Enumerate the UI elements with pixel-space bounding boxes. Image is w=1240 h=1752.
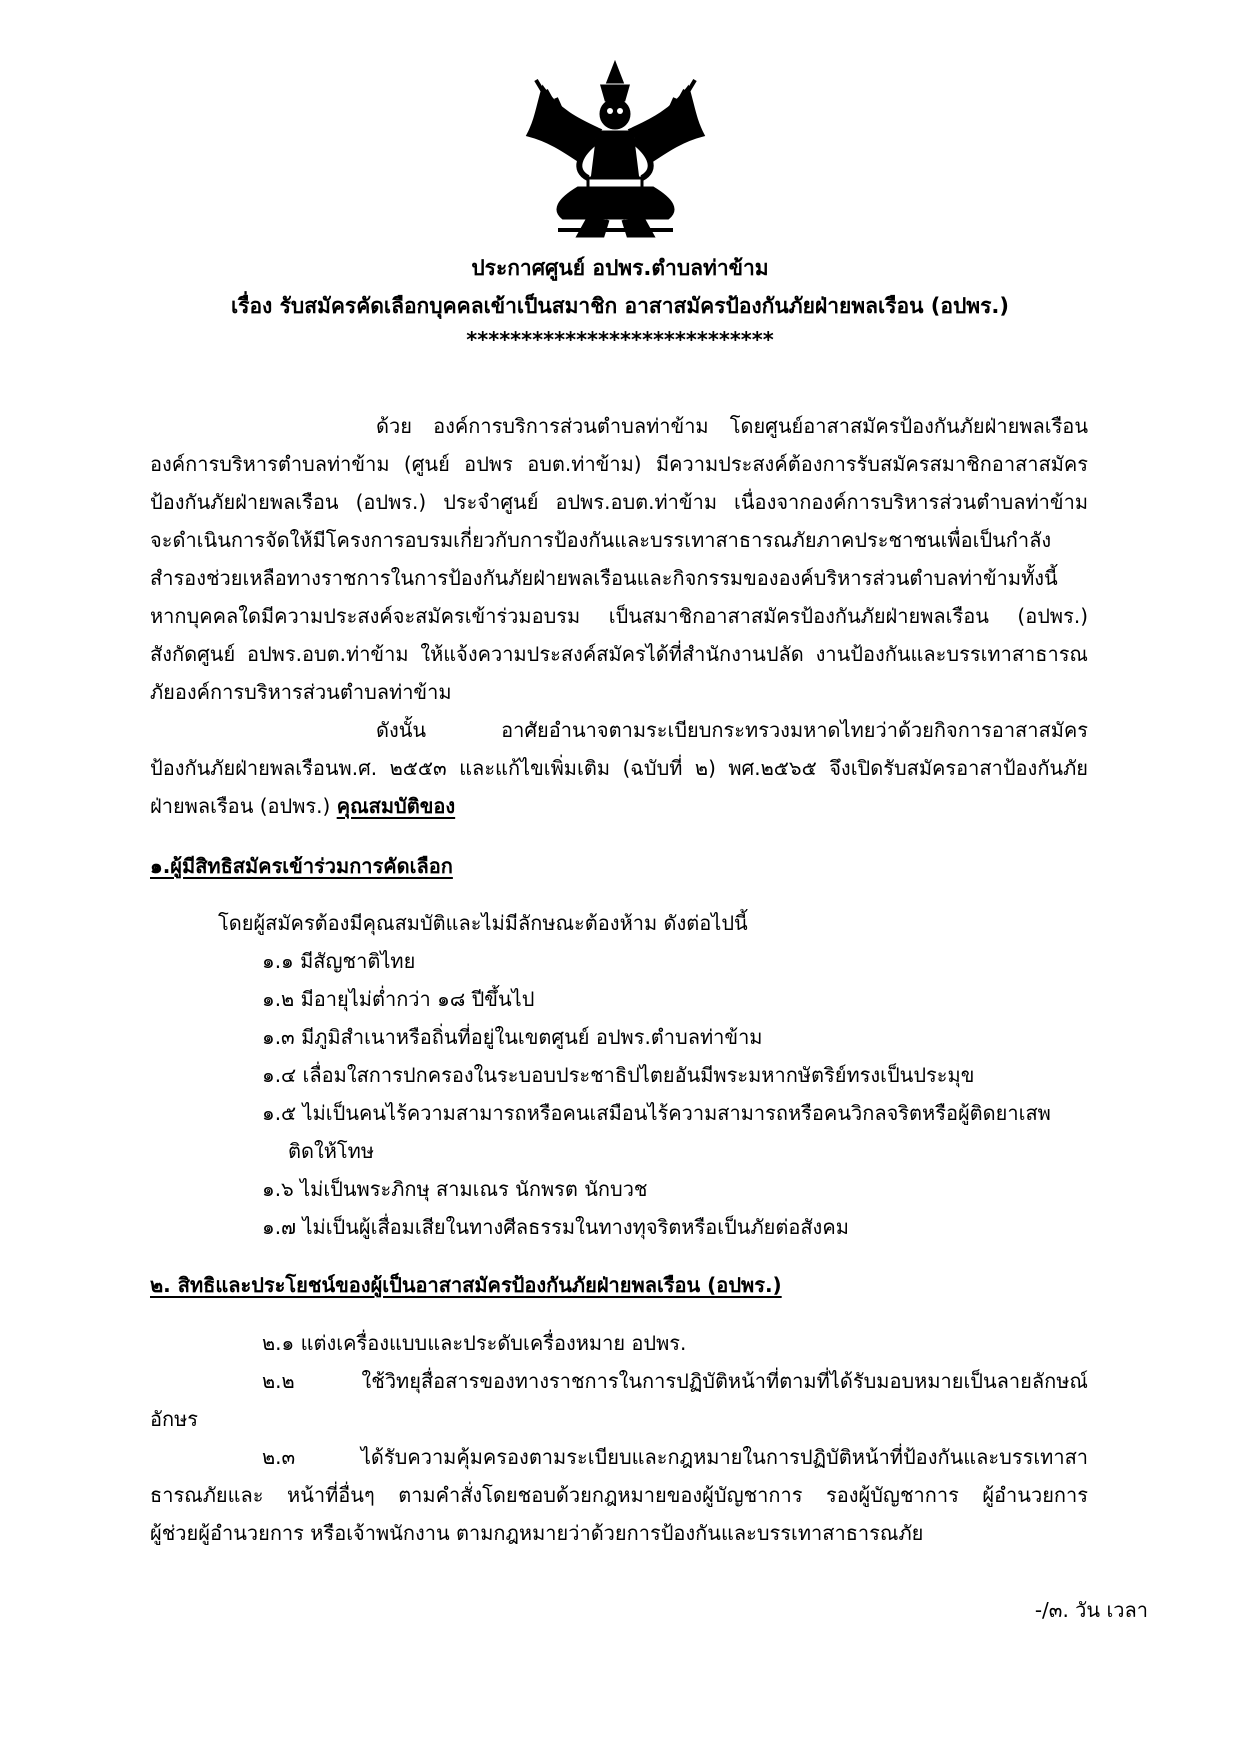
list-item: ๑.๑ มีสัญชาติไทย — [262, 949, 416, 973]
section-2-heading: ๒. สิทธิและประโยชน์ของผู้เป็นอาสาสมัครป้องกันภัยฝ่ายพลเรือน (อปพร.) — [150, 1273, 782, 1297]
paragraph-2-line: ป้องกันภัยฝ่ายพลเรือนพ.ศ. ๒๕๕๓ และแก้ไขเพิ่มเติม (ฉบับที่ ๒) พศ.๒๕๖๕ จึงเปิดรับสมัครอาสาป้องกันภัย — [150, 756, 1088, 780]
paragraph-2-line — [150, 793, 1088, 819]
paragraph-2-line: ดังนั้น อาศัยอำนาจตามระเบียบกระทรวงมหาดไทยว่าด้วยกิจการอาสาสมัคร — [376, 718, 1088, 742]
paragraph-1-line: ป้องกันภัยฝ่ายพลเรือน (อปพร.) ประจำศูนย์ อปพร.อบต.ท่าข้าม เนื่องจากองค์การบริหารส่วนตำบลท่าข้าม — [150, 490, 1088, 514]
list-item: ๑.๔ เลื่อมใสการปกครองในระบอบประชาธิปไตยอันมีพระมหากษัตริย์ทรงเป็นประมุข — [262, 1063, 975, 1087]
paragraph-1-line: ด้วย องค์การบริการส่วนตำบลท่าข้าม โดยศูนย์อาสาสมัครป้องกันภัยฝ่ายพลเรือน — [376, 414, 1088, 438]
announcement-subject: เรื่อง รับสมัครคัดเลือกบุคคลเข้าเป็นสมาชิก อาสาสมัครป้องกันภัยฝ่ายพลเรือน (อปพร.) — [230, 294, 1009, 318]
list-item-continuation: ผู้ช่วยผู้อำนวยการ หรือเจ้าพนักงาน ตามกฎหมายว่าด้วยการป้องกันและบรรเทาสาธารณภัย — [150, 1521, 924, 1545]
list-item-continuation: ธารณภัยและ หน้าที่อื่นๆ ตามคำสั่งโดยชอบด้วยกฎหมายของผู้บัญชาการ รองผู้บัญชาการ ผู้อำนวยการ — [150, 1483, 1088, 1507]
paragraph-1-line: จะดำเนินการจัดให้มีโครงการอบรมเกี่ยวกับการป้องกันและบรรเทาสาธารณภัยภาคประชาชนเพื่อเป็นกำลัง — [150, 528, 1052, 552]
list-item-continuation: ติดให้โทษ — [288, 1139, 375, 1163]
list-item: ๑.๗ ไม่เป็นผู้เสื่อมเสียในทางศีลธรรมในทางทุจริตหรือเป็นภัยต่อสังคม — [262, 1215, 849, 1239]
paragraph-1-line: สำรองช่วยเหลือทางราชการในการป้องกันภัยฝ่ายพลเรือนและกิจกรรมขององค์บริหารส่วนตำบลท่าข้ามทั้งนี้ — [150, 566, 1058, 590]
section-1-intro: โดยผู้สมัครต้องมีคุณสมบัติและไม่มีลักษณะต้องห้าม ดังต่อไปนี้ — [218, 911, 748, 935]
separator-line: **************************** — [466, 328, 774, 352]
list-item: ๑.๕ ไม่เป็นคนไร้ความสามารถหรือคนเสมือนไร้ความสามารถหรือคนวิกลจริตหรือผู้ติดยาเสพ — [262, 1101, 1051, 1125]
list-item: ๑.๓ มีภูมิสำเนาหรือถิ่นที่อยู่ในเขตศูนย์ อปพร.ตำบลท่าข้าม — [262, 1025, 763, 1049]
paragraph-1-line: หากบุคคลใดมีความประสงค์จะสมัครเข้าร่วมอบรม เป็นสมาชิกอาสาสมัครป้องกันภัยฝ่ายพลเรือน (อปพร.) — [150, 604, 1088, 628]
list-item: ๑.๒ มีอายุไม่ต่ำกว่า ๑๘ ปีขึ้นไป — [262, 987, 535, 1011]
paragraph-1-line: สังกัดศูนย์ อปพร.อบต.ท่าข้าม ให้แจ้งความประสงค์สมัครได้ที่สำนักงานปลัด งานป้องกันและบรรเทาสาธารณ — [150, 642, 1088, 666]
list-item: ๒.๑ แต่งเครื่องแบบและประดับเครื่องหมาย อปพร. — [262, 1331, 687, 1355]
paragraph-1-line: ภัยองค์การบริหารส่วนตำบลท่าข้าม — [150, 680, 452, 704]
garuda-emblem-icon — [518, 60, 713, 240]
paragraph-1-line: องค์การบริหารตำบลท่าข้าม (ศูนย์ อปพร อบต.ท่าข้าม) มีความประสงค์ต้องการรับสมัครสมาชิกอาสาสมัคร — [150, 452, 1088, 476]
announcement-title: ประกาศศูนย์ อปพร.ตำบลท่าข้าม — [471, 256, 769, 280]
paragraph-2-text: ฝ่ายพลเรือน (อปพร.) — [150, 794, 331, 818]
section-1-heading: ๑.ผู้มีสิทธิสมัครเข้าร่วมการคัดเลือก — [150, 854, 453, 878]
page-continuation: -/๓. วัน เวลา — [1034, 1598, 1148, 1622]
list-item-continuation: อักษร — [150, 1407, 199, 1431]
list-item: ๒.๓ ได้รับความคุ้มครองตามระเบียบและกฎหมายในการปฏิบัติหน้าที่ป้องกันและบรรเทาสา — [262, 1445, 1088, 1469]
qualifications-emphasis: คุณสมบัติของ — [336, 794, 456, 818]
list-item: ๒.๒ ใช้วิทยุสื่อสารของทางราชการในการปฏิบัติหน้าที่ตามที่ได้รับมอบหมายเป็นลายลักษณ์ — [262, 1369, 1088, 1393]
list-item: ๑.๖ ไม่เป็นพระภิกษุ สามเณร นักพรต นักบวช — [262, 1177, 648, 1201]
